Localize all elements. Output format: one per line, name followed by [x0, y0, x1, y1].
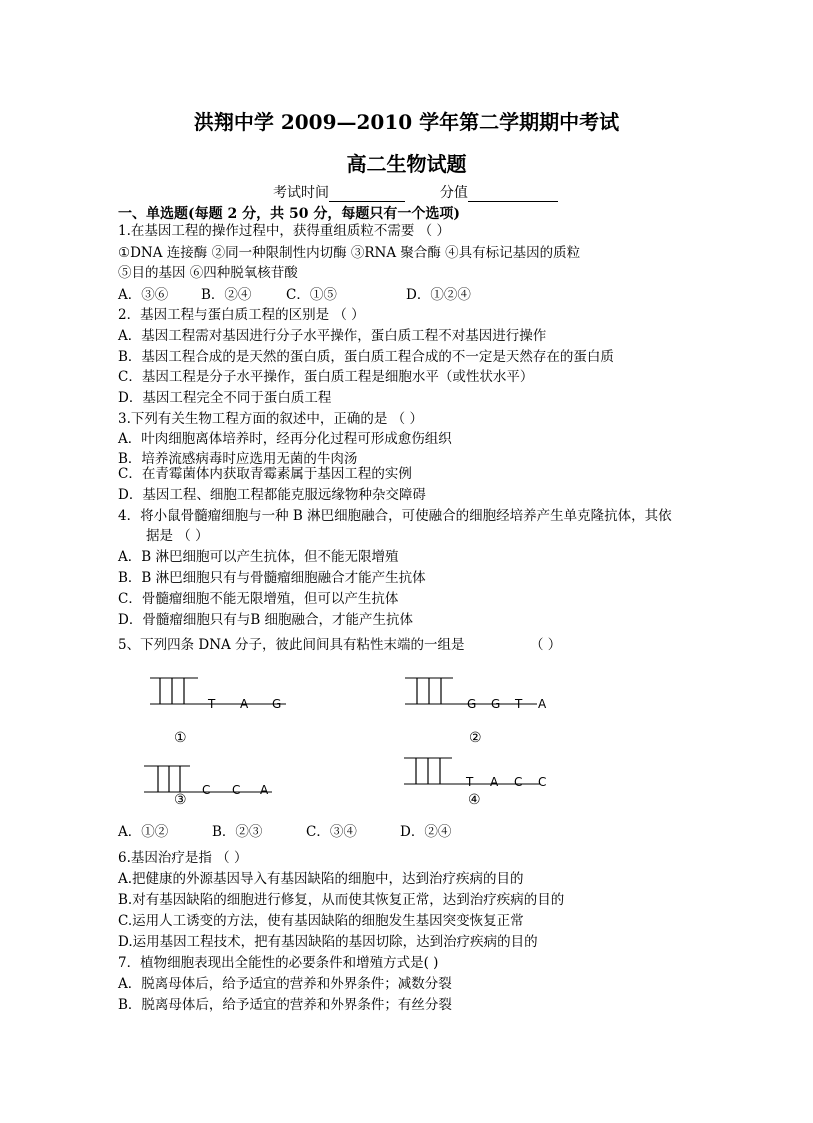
q5-stem: 5、下列四条 DNA 分子，彼此间间具有粘性末端的一组是 [118, 637, 465, 653]
q1-items-2: ⑤目的基因 ⑥四种脱氧核苷酸 [118, 265, 298, 281]
q6-option-a: A.把健康的外源基因导入有基因缺陷的细胞中，达到治疗疾病的目的 [118, 871, 524, 887]
dna2-base: G [467, 697, 477, 711]
q5-answer-paren: （ ） [530, 637, 562, 653]
dna4-base: A [490, 775, 499, 789]
dna4-base: C [538, 775, 547, 789]
exam-subtitle: 高二生物试题 [346, 152, 467, 176]
q4-option-a: A．B 淋巴细胞可以产生抗体，但不能无限增殖 [118, 549, 399, 565]
q5-option-c: C．③④ [306, 824, 357, 840]
q7-stem: 7．植物细胞表现出全能性的必要条件和增殖方式是( ) [118, 955, 439, 971]
q5-option-b: B．②③ [212, 824, 263, 840]
dna4-base: C [514, 775, 523, 789]
q2-stem: 2．基因工程与蛋白质工程的区别是 （ ） [118, 307, 365, 323]
dna3-label: ③ [174, 792, 187, 808]
q3-option-d: D．基因工程、细胞工程都能克服远缘物种杂交障碍 [118, 487, 426, 503]
q6-option-c: C.运用人工诱变的方法，使有基因缺陷的细胞发生基因突变恢复正常 [118, 913, 524, 929]
q3-option-c: C．在青霉菌体内获取青霉素属于基因工程的实例 [118, 466, 412, 482]
dna3-base: C [202, 783, 211, 797]
exam-meta [273, 182, 558, 202]
dna2-base: A [538, 697, 547, 711]
q2-option-b: B．基因工程合成的是天然的蛋白质，蛋白质工程合成的不一定是天然存在的蛋白质 [118, 349, 614, 365]
dna4-base: T [466, 775, 474, 789]
score-blank [468, 187, 558, 202]
q2-option-d: D．基因工程完全不同于蛋白质工程 [118, 390, 332, 406]
dna-molecule-4 [404, 756, 554, 792]
dna-molecule-1 [150, 676, 290, 712]
exam-title: 洪翔中学 2009—2010 学年第二学期期中考试 [193, 110, 620, 134]
q1-option-b: B．②④ [201, 287, 252, 303]
dna1-base: T [208, 697, 216, 711]
q3-option-a: A．叶肉细胞离体培养时，经再分化过程可形成愈伤组织 [118, 431, 452, 447]
dna2-base: T [515, 697, 523, 711]
dna3-base: A [260, 783, 269, 797]
score-label: 分值 [439, 185, 468, 201]
q4-option-d: D．骨髓瘤细胞只有与B 细胞融合，才能产生抗体 [118, 612, 414, 628]
q1-option-d: D．①②④ [406, 287, 471, 303]
q3-option-b: B．培养流感病毒时应选用无菌的牛肉汤 [118, 451, 358, 467]
q5-options [118, 824, 451, 841]
q6-stem: 6.基因治疗是指 （ ） [118, 850, 248, 866]
q3-stem: 3.下列有关生物工程方面的叙述中，正确的是 （ ） [118, 411, 423, 427]
q7-option-a: A．脱离母体后，给予适宜的营养和外界条件；减数分裂 [118, 976, 452, 992]
dna4-label: ④ [468, 792, 481, 808]
q1-items-1: ①DNA 连接酶 ②同一种限制性内切酶 ③RNA 聚合酶 ④具有标记基因的质粒 [118, 245, 581, 261]
q1-option-c: C．①⑤ [286, 287, 337, 303]
q2-option-c: C．基因工程是分子水平操作，蛋白质工程是细胞水平（或性状水平） [118, 369, 534, 385]
dna1-base: G [272, 697, 282, 711]
q5-option-d: D．②④ [400, 824, 452, 840]
q1-options [118, 287, 471, 304]
q7-option-b: B．脱离母体后，给予适宜的营养和外界条件；有丝分裂 [118, 997, 452, 1013]
dna2-label: ② [469, 730, 482, 746]
q6-option-b: B.对有基因缺陷的细胞进行修复，从而使其恢复正常，达到治疗疾病的目的 [118, 892, 565, 908]
dna3-base: C [232, 783, 241, 797]
time-blank [329, 187, 405, 202]
dna2-base: G [491, 697, 501, 711]
q4-option-b: B．B 淋巴细胞只有与骨髓瘤细胞融合才能产生抗体 [118, 570, 426, 586]
section-heading: 一、单选题(每题 2 分，共 50 分，每题只有一个选项) [118, 206, 460, 222]
q5-option-a: A．①② [118, 824, 169, 840]
q4-stem: 4．将小鼠骨髓瘤细胞与一种 B 淋巴细胞融合，可使融合的细胞经培养产生单克隆抗体，其依 [118, 508, 672, 524]
q6-option-d: D.运用基因工程技术，把有基因缺陷的基因切除，达到治疗疾病的目的 [118, 934, 538, 950]
dna1-label: ① [174, 730, 187, 746]
q4-option-c: C．骨髓瘤细胞不能无限增殖，但可以产生抗体 [118, 591, 399, 607]
time-label: 考试时间 [273, 185, 329, 201]
q1-option-a: A．③⑥ [118, 287, 169, 303]
dna-molecule-2 [405, 676, 555, 712]
q4-stem-cont: 据是 （ ） [146, 528, 209, 544]
dna-molecule-3 [144, 764, 284, 800]
q1-stem: 1.在基因工程的操作过程中，获得重组质粒不需要 （ ） [118, 223, 450, 239]
q2-option-a: A．基因工程需对基因进行分子水平操作，蛋白质工程不对基因进行操作 [118, 328, 547, 344]
dna1-base: A [240, 697, 249, 711]
